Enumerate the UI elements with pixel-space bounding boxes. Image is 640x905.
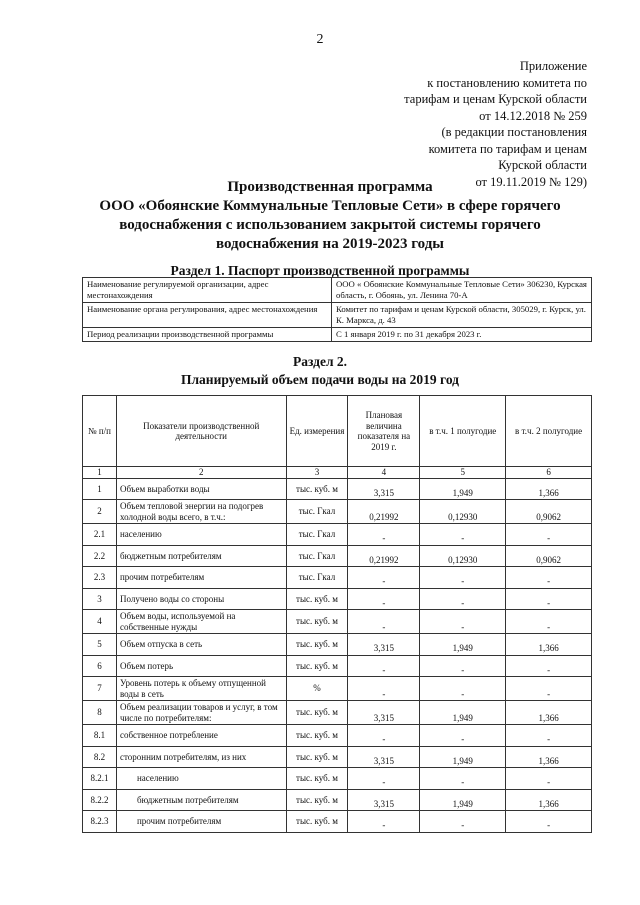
table-row bbox=[83, 500, 592, 524]
row-indicator: Объем реализации товаров и услуг, в том числе по потребителям: bbox=[116, 701, 286, 725]
row-half1-value: 1,949 bbox=[420, 701, 506, 725]
row-indicator: собственное потребление bbox=[116, 725, 286, 747]
row-half2-value: 0,9062 bbox=[506, 500, 592, 524]
header-plan: Плановая величина показателя на 2019 г. bbox=[348, 396, 420, 467]
row-half2-value: 1,366 bbox=[506, 478, 592, 500]
section2-title bbox=[0, 353, 640, 389]
row-number: 4 bbox=[83, 610, 117, 634]
column-number: 3 bbox=[286, 467, 348, 479]
row-plan-value: 3,315 bbox=[348, 634, 420, 656]
row-number: 1 bbox=[83, 478, 117, 500]
row-half1-value: 1,949 bbox=[420, 478, 506, 500]
passport-row bbox=[83, 278, 592, 303]
row-unit: тыс. куб. м bbox=[286, 811, 348, 833]
row-half2-value: 1,366 bbox=[506, 701, 592, 725]
passport-value: С 1 января 2019 г. по 31 декабря 2023 г. bbox=[332, 328, 592, 342]
header-half2: в т.ч. 2 полугодие bbox=[506, 396, 592, 467]
column-number: 6 bbox=[506, 467, 592, 479]
row-plan-value: - bbox=[348, 811, 420, 833]
passport-label: Наименование регулируемой организации, адрес местонахождения bbox=[83, 278, 332, 303]
row-indicator: бюджетным потребителям bbox=[116, 789, 286, 811]
row-number: 8.2.3 bbox=[83, 811, 117, 833]
row-plan-value: 3,315 bbox=[348, 478, 420, 500]
row-number: 8.2.2 bbox=[83, 789, 117, 811]
row-unit: тыс. куб. м bbox=[286, 478, 348, 500]
appendix-block bbox=[362, 58, 587, 190]
row-plan-value: 0,21992 bbox=[348, 500, 420, 524]
row-half1-value: 1,949 bbox=[420, 789, 506, 811]
row-unit: тыс. Гкал bbox=[286, 500, 348, 524]
row-number: 7 bbox=[83, 677, 117, 701]
row-half2-value: - bbox=[506, 811, 592, 833]
row-half2-value: - bbox=[506, 655, 592, 677]
row-indicator: прочим потребителям bbox=[116, 811, 286, 833]
table-row bbox=[83, 655, 592, 677]
passport-row bbox=[83, 303, 592, 328]
water-supply-table bbox=[82, 395, 592, 833]
header-no: № п/п bbox=[83, 396, 117, 467]
table-row bbox=[83, 701, 592, 725]
row-unit: тыс. Гкал bbox=[286, 524, 348, 546]
row-unit: тыс. куб. м bbox=[286, 588, 348, 610]
row-indicator: Объем выработки воды bbox=[116, 478, 286, 500]
row-unit: тыс. куб. м bbox=[286, 789, 348, 811]
table-row bbox=[83, 811, 592, 833]
row-half2-value: - bbox=[506, 768, 592, 790]
row-half2-value: - bbox=[506, 725, 592, 747]
column-number-row bbox=[83, 467, 592, 479]
title-line: водоснабжения на 2019-2023 годы bbox=[215, 236, 444, 252]
table-row bbox=[83, 524, 592, 546]
row-plan-value: - bbox=[348, 610, 420, 634]
passport-row bbox=[83, 328, 592, 342]
title-line: Производственная программа bbox=[227, 179, 433, 195]
row-unit: тыс. куб. м bbox=[286, 746, 348, 768]
table-row bbox=[83, 567, 592, 589]
row-half1-value: - bbox=[420, 655, 506, 677]
passport-value: Комитет по тарифам и ценам Курской области, 305029, г. Курск, ул. К. Маркса, д. 43 bbox=[332, 303, 592, 328]
table-row bbox=[83, 725, 592, 747]
row-plan-value: - bbox=[348, 524, 420, 546]
row-half1-value: - bbox=[420, 588, 506, 610]
row-half2-value: - bbox=[506, 567, 592, 589]
row-half2-value: - bbox=[506, 588, 592, 610]
table-row bbox=[83, 677, 592, 701]
row-half1-value: - bbox=[420, 725, 506, 747]
document-title bbox=[70, 178, 590, 254]
row-plan-value: - bbox=[348, 677, 420, 701]
row-number: 2.2 bbox=[83, 545, 117, 567]
appendix-line: тарифам и ценам Курской области bbox=[404, 92, 587, 106]
table-row bbox=[83, 768, 592, 790]
table-row bbox=[83, 789, 592, 811]
row-half1-value: - bbox=[420, 610, 506, 634]
row-number: 5 bbox=[83, 634, 117, 656]
row-half1-value: 0,12930 bbox=[420, 500, 506, 524]
row-plan-value: - bbox=[348, 725, 420, 747]
row-number: 2.1 bbox=[83, 524, 117, 546]
row-unit: тыс. Гкал bbox=[286, 545, 348, 567]
column-number: 2 bbox=[116, 467, 286, 479]
header-unit: Ед. измерения bbox=[286, 396, 348, 467]
row-indicator: бюджетным потребителям bbox=[116, 545, 286, 567]
row-half2-value: - bbox=[506, 610, 592, 634]
header-indicator: Показатели производственной деятельности bbox=[116, 396, 286, 467]
passport-table bbox=[82, 277, 592, 342]
page-number: 2 bbox=[316, 32, 324, 47]
row-half2-value: 0,9062 bbox=[506, 545, 592, 567]
row-plan-value: 3,315 bbox=[348, 746, 420, 768]
row-unit: тыс. куб. м bbox=[286, 634, 348, 656]
column-number: 4 bbox=[348, 467, 420, 479]
row-half1-value: - bbox=[420, 677, 506, 701]
row-indicator: Объем воды, используемой на собственные нужды bbox=[116, 610, 286, 634]
row-half1-value: - bbox=[420, 811, 506, 833]
header-half1: в т.ч. 1 полугодие bbox=[420, 396, 506, 467]
column-number: 1 bbox=[83, 467, 117, 479]
row-plan-value: - bbox=[348, 655, 420, 677]
row-unit: тыс. Гкал bbox=[286, 567, 348, 589]
row-unit: тыс. куб. м bbox=[286, 655, 348, 677]
row-half2-value: 1,366 bbox=[506, 634, 592, 656]
appendix-line: Курской области bbox=[498, 158, 587, 172]
section1-title: Раздел 1. Паспорт производственной программы bbox=[170, 263, 470, 278]
row-number: 2.3 bbox=[83, 567, 117, 589]
row-indicator: Объем отпуска в сеть bbox=[116, 634, 286, 656]
row-plan-value: - bbox=[348, 768, 420, 790]
row-indicator: Объем потерь bbox=[116, 655, 286, 677]
appendix-line: от 19.11.2019 № 129) bbox=[475, 174, 587, 189]
row-indicator: сторонним потребителям, из них bbox=[116, 746, 286, 768]
row-indicator: населению bbox=[116, 524, 286, 546]
row-half1-value: - bbox=[420, 567, 506, 589]
row-half1-value: 0,12930 bbox=[420, 545, 506, 567]
row-number: 8.2 bbox=[83, 746, 117, 768]
row-number: 2 bbox=[83, 500, 117, 524]
section2-title-line1: Раздел 2. bbox=[292, 354, 348, 369]
row-half2-value: - bbox=[506, 524, 592, 546]
row-half1-value: - bbox=[420, 768, 506, 790]
appendix-line: к постановлению комитета по bbox=[427, 75, 587, 90]
title-line: водоснабжения с использованием закрытой системы горячего bbox=[119, 217, 541, 233]
row-number: 8 bbox=[83, 701, 117, 725]
table-row bbox=[83, 545, 592, 567]
row-number: 8.1 bbox=[83, 725, 117, 747]
table-row bbox=[83, 634, 592, 656]
row-plan-value: - bbox=[348, 567, 420, 589]
appendix-line: Приложение bbox=[519, 59, 587, 73]
appendix-line: от 14.12.2018 № 259 bbox=[479, 108, 587, 123]
table-row bbox=[83, 588, 592, 610]
row-number: 3 bbox=[83, 588, 117, 610]
column-number: 5 bbox=[420, 467, 506, 479]
row-number: 8.2.1 bbox=[83, 768, 117, 790]
appendix-line: (в редакции постановления bbox=[441, 125, 587, 139]
row-half1-value: 1,949 bbox=[420, 634, 506, 656]
table-row bbox=[83, 478, 592, 500]
row-indicator: Уровень потерь к объему отпущенной воды в сеть bbox=[116, 677, 286, 701]
row-indicator: Получено воды со стороны bbox=[116, 588, 286, 610]
table-header-row bbox=[83, 396, 592, 467]
row-indicator: населению bbox=[116, 768, 286, 790]
row-half2-value: 1,366 bbox=[506, 746, 592, 768]
section2-title-line2: Планируемый объем подачи воды на 2019 год bbox=[180, 372, 460, 387]
row-unit: тыс. куб. м bbox=[286, 768, 348, 790]
row-unit: % bbox=[286, 677, 348, 701]
row-unit: тыс. куб. м bbox=[286, 725, 348, 747]
passport-value: ООО « Обоянские Коммунальные Тепловые Сети» 306230, Курская область, г. Обоянь, ул. Ленина 70-А bbox=[332, 278, 592, 303]
row-plan-value: - bbox=[348, 588, 420, 610]
row-number: 6 bbox=[83, 655, 117, 677]
row-half1-value: - bbox=[420, 524, 506, 546]
row-unit: тыс. куб. м bbox=[286, 701, 348, 725]
row-half2-value: 1,366 bbox=[506, 789, 592, 811]
row-plan-value: 0,21992 bbox=[348, 545, 420, 567]
row-half2-value: - bbox=[506, 677, 592, 701]
row-half1-value: 1,949 bbox=[420, 746, 506, 768]
row-indicator: Объем тепловой энергии на подогрев холодной воды всего, в т.ч.: bbox=[116, 500, 286, 524]
row-plan-value: 3,315 bbox=[348, 789, 420, 811]
row-unit: тыс. куб. м bbox=[286, 610, 348, 634]
table-row bbox=[83, 610, 592, 634]
appendix-line: комитета по тарифам и ценам bbox=[428, 141, 587, 156]
title-line: ООО «Обоянские Коммунальные Тепловые Сети» в сфере горячего bbox=[99, 198, 561, 214]
passport-label: Наименование органа регулирования, адрес местонахождения bbox=[83, 303, 332, 328]
row-plan-value: 3,315 bbox=[348, 701, 420, 725]
table-row bbox=[83, 746, 592, 768]
passport-label: Период реализации производственной программы bbox=[83, 328, 332, 342]
row-indicator: прочим потребителям bbox=[116, 567, 286, 589]
